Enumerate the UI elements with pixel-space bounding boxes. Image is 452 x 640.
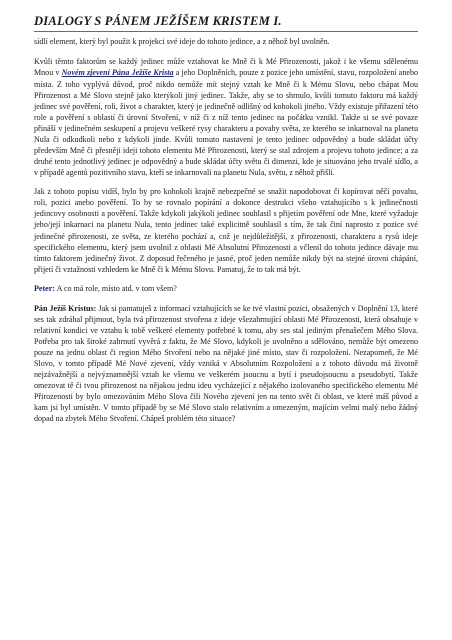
question-text: A co má role, místo atd. v tom všem? [55, 284, 177, 294]
answer-text: Jak si pamatuješ z informací vztahujících se ke tvé vlastní pozici, obsažených v Doplnění 13, které ses tak zdráhal přijmout, byla tvá přirozenost stvořena z ideje všezahrnující oblasti Mé Přirozenosti, která obsahuje v relativní kondici ve vztahu k tobě veškeré elementy potřebné k tomu, aby ses stal jediným přenašečem Mého Slova. Potřeba pro tak široké zahrnutí vyvěrá z faktu, že Mé Slovo, kdykoli je uvolněno a sdělováno, nemůže být omezeno pouze na jednu oblast či region Mého Stvoření nebo na nějaké jiné místo, stav či rozpoložení. Nezapomeň, že Mé Slovo, v tomto případě Mé Nové zjevení, vždy vzniká v Absolutním Rozpoložení a z tohoto důvodu má životně nejzávažnější a nejvýznamnější vztah ke všemu ve veškerém jsoucnu a bytí i pseudojsoucnu a pseudobytí. Takže omezovat tě či tvou přirozenost na nějakou jednu ideu vycházející z nějakého izolovaného specifického elementu Mé Přirozenosti by bylo omezováním Mého Slova čili Nového zjevení jen na tento svět či oblast, ve které máš původ a kam jsi byl umístěn. V tomto případě by se Mé Slovo stalo relativním a omezeným, majícím velmi malý nebo žádný dopad na zbytek Mého Stvoření. Chápeš problém této situace? [34, 303, 418, 424]
paragraph-continuation: sídlí element, který byl použit k projekci své ideje do tohoto jedince, a z něhož byl uvolněn. [34, 37, 330, 46]
dialog-question [34, 283, 418, 294]
document-body [34, 36, 418, 432]
speaker-jesus: Pán Ježíš Kristus: [34, 303, 97, 313]
paragraph-factors-text-2: a jeho Doplněních, pouze z pozice jeho umístění, stavu, rozpoložení anebo místa. Z toho vyplývá důvod, proč nikdo nemůže mít stejný vztah ke Mně či k Mému Slovu, nebo chápat Mou Přirozenost a Mé Slovo stejně jako kterýkoli jiný jedinec. Takže, aby se to shrnulo, kvůli tomuto faktoru má každý jedinec své pověření, roli, život a charakter, který je jedinečně odlišný od kohokoli jiného. Vždy existuje přiřazení této role a pověření s oblastí či úrovní Stvoření, v níž či z níž tento jedinec na počátku vznikl. Takže si se své povaze přináší v jedinečném seskupení a projevu veškeré rysy charakteru a povahy světa, ze kterého se inkarnoval na planetu Nula či odkudkoli nebo z kdykoli jinde. Kvůli tomuto nastavení je tento jedinec odpovědný a bude skládat účty především Mně či přesněji ideji tohoto elementu Mé Přirozenosti, který se stal zdrojem a projevu tohoto jedince; a za druhé tento jednotlivý jedinec je odpovědný a bude skládat účty světu či dimenzi, kde je situováno jeho trvalé sídlo, a v případě agentů pozitivního stavu, kteří se inkarnovali na planetu Nula, světu, z něhož přišli. [34, 68, 418, 177]
book-title-link[interactable]: Novém zjevení Pána Ježíše Krista [61, 68, 174, 78]
running-header [34, 14, 418, 32]
header-title: DIALOGY S PÁNEM JEŽÍŠEM KRISTEM I. [34, 14, 282, 28]
speaker-peter: Peter: [34, 284, 55, 294]
dialog-answer [34, 303, 418, 425]
paragraph-factors-text-1: Kvůli těmto faktorům se každý jedinec může vztahovat ke Mně či k Mé Přirozenosti, jakož i ke všemu sdělenému Mnou v [34, 57, 418, 78]
paragraph-danger: Jak z tohoto popisu vidíš, bylo by pro kohokoli krajně nebezpečné se snažit napodobovat či kopírovat něčí povahu, roli, pozici anebo pověření. To by se rovnalo popírání a dokonce destrukci všeho vztahujícího s k jedinečnosti jedincovy osobnosti a pověření. Takže kdykoli jakýkoli jedinec souhlasil s přijetím pověření ode Mne, které vyžaduje jeho/její inkarnaci na planetu Nula, tento jedinec také explicitně souhlasil s tím, že tak činí naprosto z pozice své jedinečné přirozenosti, ze světa, ze kterého pochází a, což je nejdůležitější, z přirozenosti, charakteru a rysů ideje specifického elementu, který jsem uvolnil z oblasti Mé Absolutní Přirozenosti a včlenil do tohoto jedince dávaje mu tímto faktorem jedinečný život. Z doposud řečeného je jasné, proč jeden nemůže nikdy být na stejné úrovni chápání, přijetí či vztažnosti vzhledem ke Mně či k Mému Slovu. Pamatuj, že to tak má být. [34, 187, 418, 274]
paragraph-factors [34, 56, 418, 178]
